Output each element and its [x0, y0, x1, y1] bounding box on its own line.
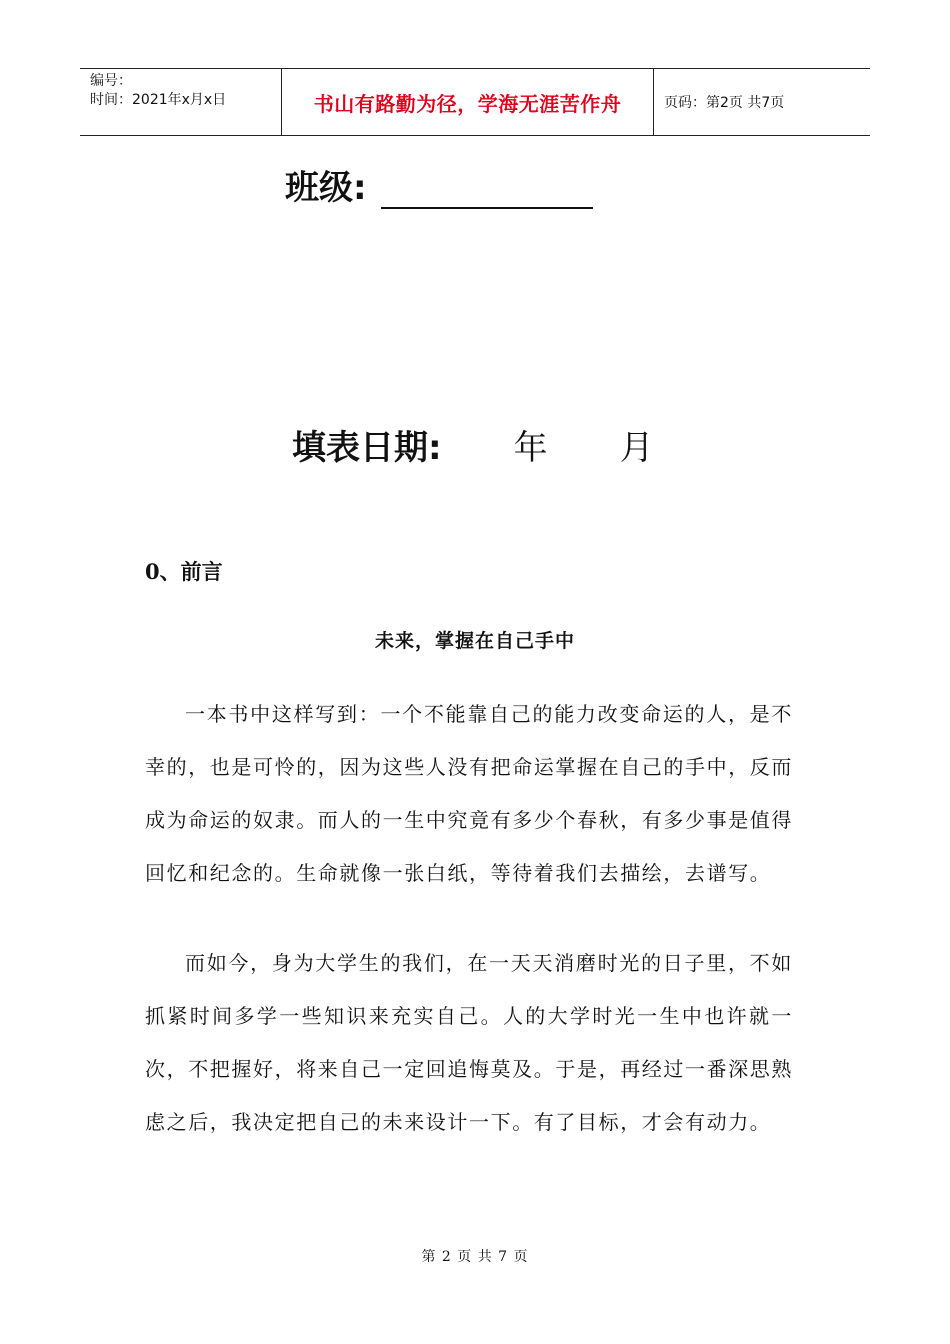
header-motto: 书山有路勤为径，学海无涯苦作舟 — [313, 91, 622, 116]
year-label: 年 — [513, 428, 548, 468]
header-motto-cell — [282, 69, 654, 135]
page-header — [80, 68, 870, 136]
section-heading: 0、前言 — [145, 559, 223, 584]
header-page-cell — [654, 69, 870, 135]
paragraph: 一本书中这样写到：一个不能靠自己的能力改变命运的人，是不幸的，也是可怜的，因为这些人没有把命运掌握在自己的手中，反而成为命运的奴隶。而人的一生中究竟有多少个春秋，有多少事是值得回忆和纪念的。生命就像一张白纸，等待着我们去描绘，去谱写。 — [145, 702, 793, 885]
header-meta — [80, 69, 282, 135]
document-time-label: 时间：2021年x月x日 — [90, 92, 227, 108]
class-field — [285, 160, 593, 209]
class-blank-line — [381, 167, 593, 209]
document-number-label: 编号： — [90, 73, 132, 89]
month-label: 月 — [619, 428, 654, 468]
fill-date-label: 填表日期: — [292, 428, 442, 468]
class-label: 班级: — [285, 168, 367, 208]
fill-date-field — [292, 420, 654, 469]
page-footer: 第 2 页 共 7 页 — [421, 1249, 529, 1265]
header-page-label: 页码：第2页 共7页 — [664, 95, 785, 111]
essay-title: 未来，掌握在自己手中 — [374, 630, 575, 652]
paragraph: 而如今，身为大学生的我们，在一天天消磨时光的日子里，不如抓紧时间多学一些知识来充实自己。人的大学时光一生中也许就一次，不把握好，将来自己一定回追悔莫及。于是，再经过一番深思熟虑之后，我决定把自己的未来设计一下。有了目标，才会有动力。 — [145, 951, 793, 1134]
